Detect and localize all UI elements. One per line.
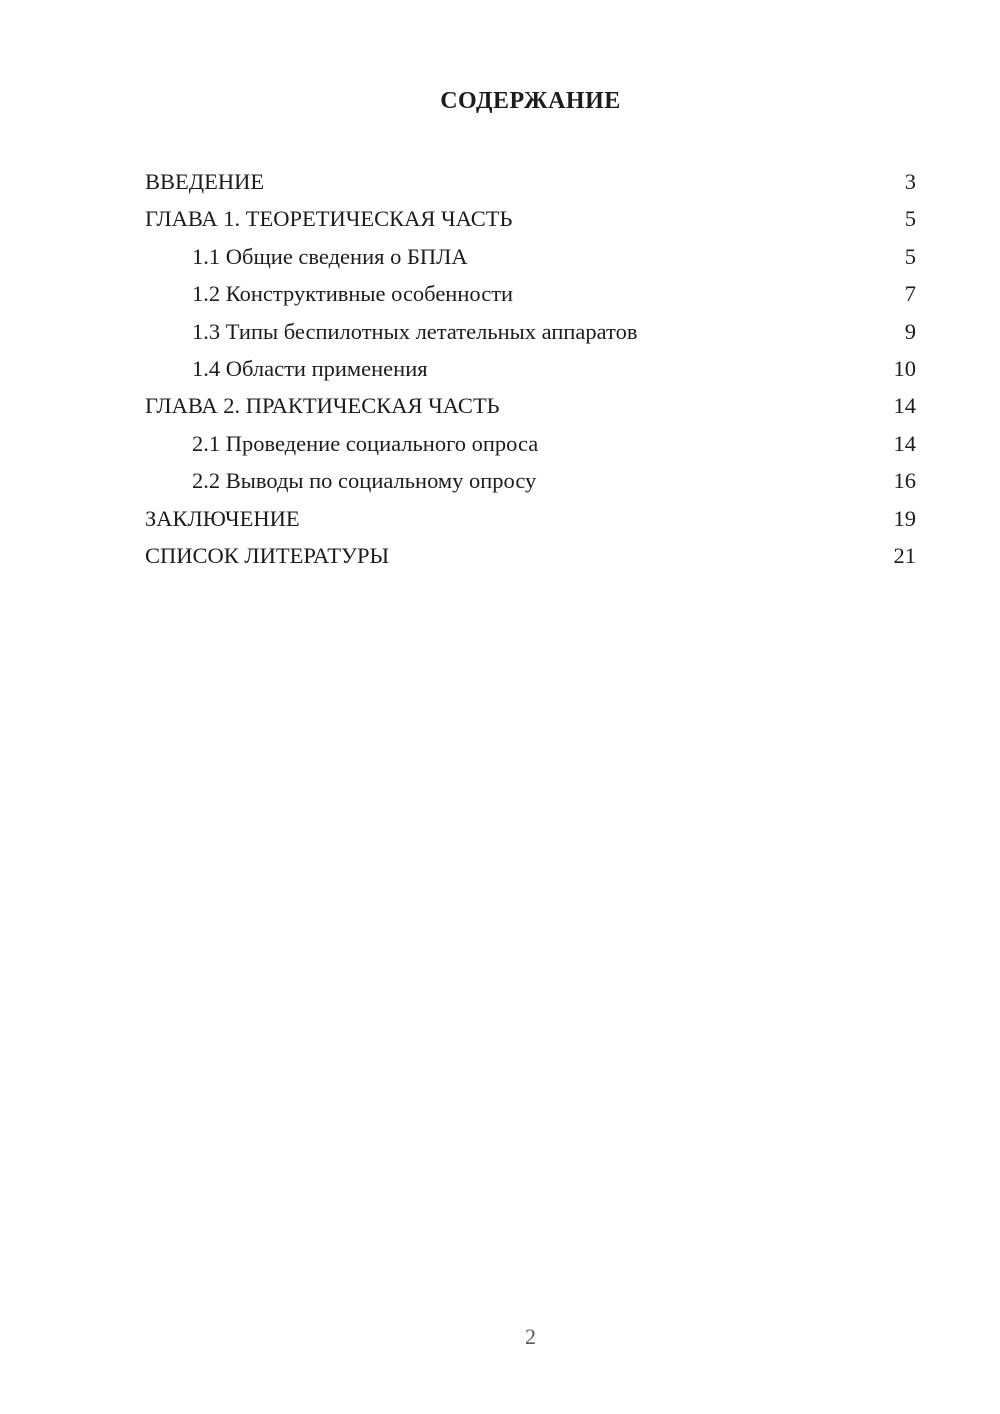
toc-entry-label: 2.1 Проведение социального опроса <box>192 430 539 456</box>
toc-entry-page: 3 <box>904 169 916 194</box>
toc-entry <box>145 462 916 499</box>
toc-entry-page: 19 <box>893 505 916 531</box>
toc-entry-page: 14 <box>893 430 916 456</box>
page-title: СОДЕРЖАНИЕ <box>440 88 621 114</box>
toc-entry <box>145 313 916 350</box>
toc-entry-label: 1.3 Типы беспилотных летательных аппаратов <box>192 318 638 344</box>
table-of-contents <box>145 163 916 574</box>
toc-entry-label: 2.2 Выводы по социальному опросу <box>192 468 537 494</box>
toc-entry-label: СПИСОК ЛИТЕРАТУРЫ <box>145 543 390 569</box>
toc-entry <box>145 350 916 387</box>
toc-entry <box>145 537 916 574</box>
toc-entry-page: 16 <box>893 468 916 494</box>
toc-entry-page: 7 <box>904 281 916 307</box>
footer-page-number: 2 <box>525 1324 536 1349</box>
toc-entry-label: ГЛАВА 1. ТЕОРЕТИЧЕСКАЯ ЧАСТЬ <box>145 206 513 232</box>
toc-entry <box>145 275 916 312</box>
toc-entry <box>145 387 916 424</box>
toc-entry-page: 5 <box>904 206 916 232</box>
toc-entry-page: 21 <box>893 543 916 569</box>
toc-entry-page: 14 <box>893 393 916 419</box>
toc-entry-page: 10 <box>893 356 916 382</box>
toc-entry-label: 1.4 Области применения <box>192 356 428 382</box>
toc-entry <box>145 163 916 200</box>
toc-entry <box>145 500 916 537</box>
toc-entry-label: ГЛАВА 2. ПРАКТИЧЕСКАЯ ЧАСТЬ <box>145 393 500 419</box>
toc-entry-label: 1.1 Общие сведения о БПЛА <box>192 243 468 269</box>
toc-entry <box>145 425 916 462</box>
toc-entry-page: 9 <box>904 318 916 344</box>
toc-entry-label: ЗАКЛЮЧЕНИЕ <box>145 505 300 531</box>
toc-entry-label: ВВЕДЕНИЕ <box>145 169 265 194</box>
toc-entry-label: 1.2 Конструктивные особенности <box>192 281 514 307</box>
toc-entry <box>145 238 916 275</box>
toc-entry-page: 5 <box>904 243 916 269</box>
toc-entry <box>145 200 916 237</box>
